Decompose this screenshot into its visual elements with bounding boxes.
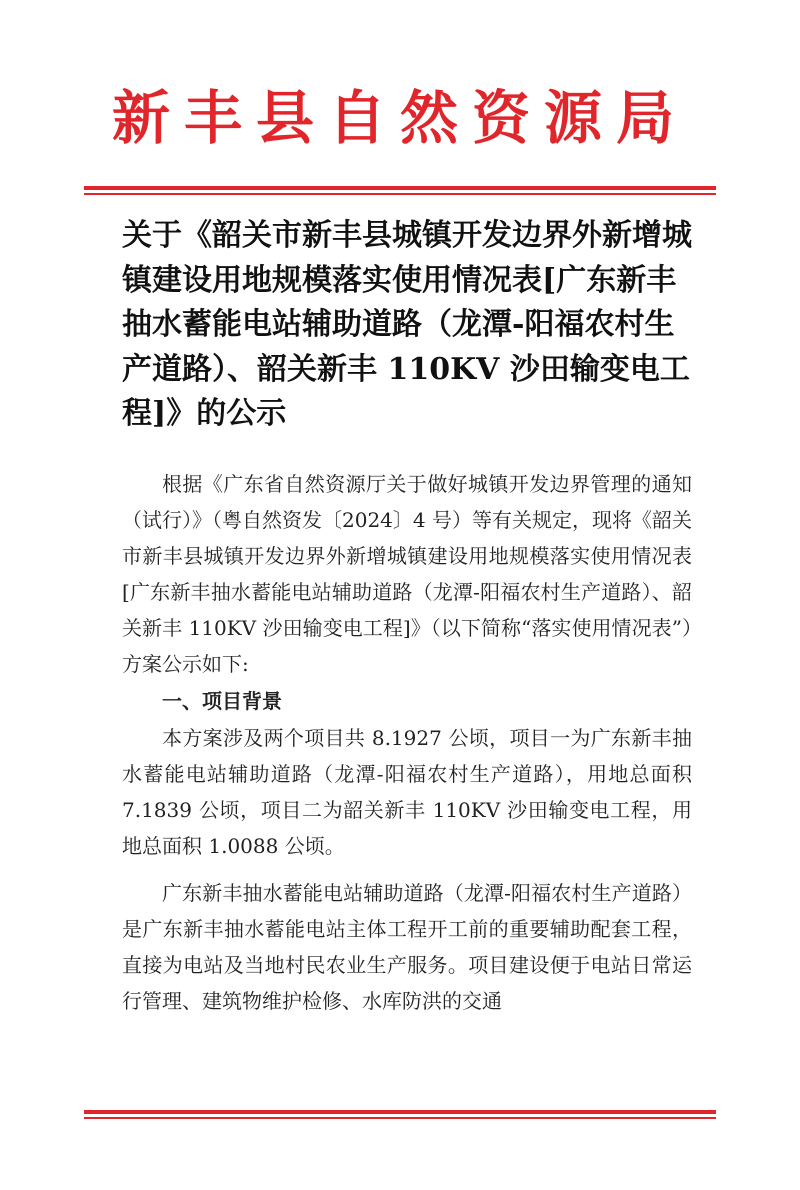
letterhead-divider-top [84,186,716,195]
notice-body [122,466,692,1019]
letterhead-agency-name: 新丰县自然资源局 [111,84,688,152]
section-heading-background: 一、项目背景 [162,689,282,713]
notice-title: 关于《韶关市新丰县城镇开发边界外新增城镇建设用地规模落实使用情况表[广东新丰抽水蓄能电站辅助道路（龙潭-阳福农村生产道路）、韶关新丰 110KV 沙田输变电工程]》的公示 [122,218,692,431]
footer-divider [84,1110,716,1119]
divider-thick-line [84,186,716,190]
divider-thin-line [84,193,716,195]
intro-paragraph: 根据《广东省自然资源厅关于做好城镇开发边界管理的通知（试行）》（粤自然资发〔2024〕4 号）等有关规定，现将《韶关市新丰县城镇开发边界外新增城镇建设用地规模落实使用情况表[广东新丰抽水蓄能电站辅助道路（龙潭-阳福农村生产道路）、韶关新丰 110KV 沙田输变电工程]》（以下简称“落实使用情况表”）方案公示如下: [122,472,692,676]
background-paragraph-1: 本方案涉及两个项目共 8.1927 公顷，项目一为广东新丰抽水蓄能电站辅助道路（龙潭-阳福农村生产道路），用地总面积 7.1839 公顷，项目二为韶关新丰 110KV 沙田输变电工程，用地总面积 1.0088 公顷。 [122,726,692,858]
divider-thin-line [84,1117,716,1119]
background-paragraph-2: 广东新丰抽水蓄能电站辅助道路（龙潭-阳福农村生产道路）是广东新丰抽水蓄能电站主体工程开工前的重要辅助配套工程，直接为电站及当地村民农业生产服务。项目建设便于电站日常运行管理、建筑物维护检修、水库防洪的交通 [122,881,692,1013]
divider-thick-line [84,1110,716,1114]
